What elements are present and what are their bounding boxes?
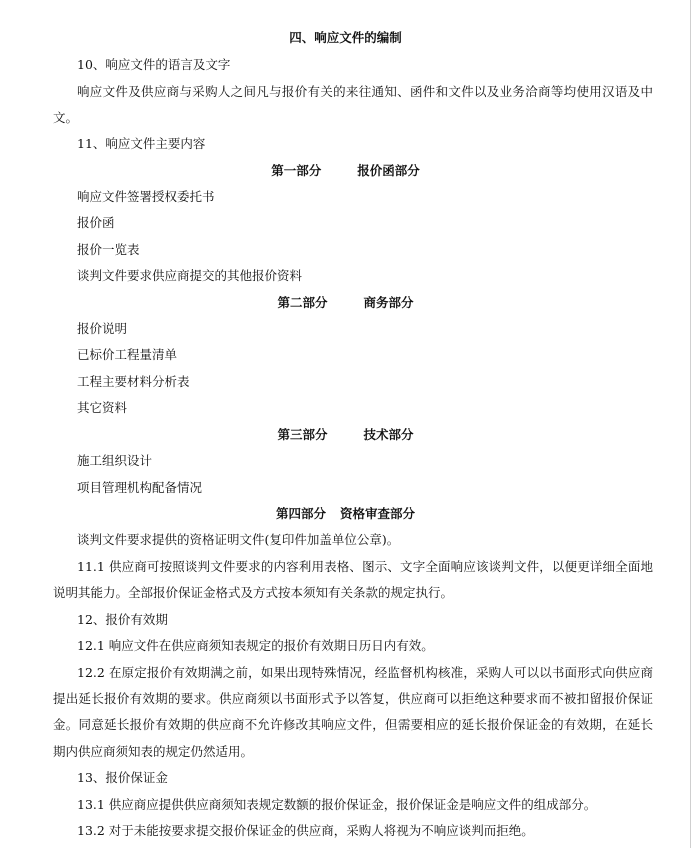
section-11-heading: 11、响应文件主要内容 <box>77 136 206 151</box>
part-4-number: 第四部分 <box>275 506 326 521</box>
section-11-1-line-1: 11.1 供应商可按照谈判文件要求的内容利用表格、图示、文字全面响应该谈判文件，以便更详细全面地 <box>77 559 653 574</box>
part-4-title <box>0 506 691 522</box>
part-4-intro: 谈判文件要求提供的资格证明文件(复印件加盖单位公章)。 <box>77 532 400 547</box>
section-12-2-line-4: 期内供应商须知表的规定仍然适用。 <box>53 744 254 759</box>
section-13-heading: 13、报价保证金 <box>77 770 168 785</box>
part-2-number: 第二部分 <box>277 295 328 310</box>
part-2-item: 已标价工程量清单 <box>77 347 178 362</box>
section-12-2-line-1: 12.2 在原定报价有效期满之前，如果出现特殊情况，经监督机构核准，采购人可以以书面形式向供应商 <box>77 665 653 680</box>
section-10-heading: 10、响应文件的语言及文字 <box>77 57 231 72</box>
section-13-1: 13.1 供应商应提供供应商须知表规定数额的报价保证金，报价保证金是响应文件的组成部分。 <box>77 797 597 812</box>
section-10-body-line-2: 文。 <box>53 110 79 125</box>
part-2-name: 商务部分 <box>363 295 414 310</box>
chapter-title: 四、响应文件的编制 <box>289 30 402 45</box>
section-12-2-line-3: 金。同意延长报价有效期的供应商不允许修改其响应文件，但需要相应的延长报价保证金的有效期，在延长 <box>53 717 653 732</box>
part-1-item: 报价一览表 <box>77 242 140 257</box>
part-3-title <box>0 427 691 443</box>
part-2-item: 工程主要材料分析表 <box>77 374 190 389</box>
part-1-name: 报价函部分 <box>357 163 420 178</box>
part-1-item: 报价函 <box>77 215 115 230</box>
part-2-item: 其它资料 <box>77 400 128 415</box>
part-1-item: 谈判文件要求供应商提交的其他报价资料 <box>77 268 303 283</box>
part-4-name: 资格审查部分 <box>340 506 416 521</box>
part-1-number: 第一部分 <box>271 163 322 178</box>
part-3-item: 项目管理机构配备情况 <box>77 480 203 495</box>
section-12-2-line-2: 提出延长报价有效期的要求。供应商须以书面形式予以答复，供应商可以拒绝这种要求而不被扣留报价保证 <box>53 691 653 706</box>
section-13-2: 13.2 对于未能按要求提交报价保证金的供应商，采购人将视为不响应谈判而拒绝。 <box>77 823 534 838</box>
section-12-heading: 12、报价有效期 <box>77 612 168 627</box>
section-12-1: 12.1 响应文件在供应商须知表规定的报价有效期日历日内有效。 <box>77 638 434 653</box>
section-11-1-line-2: 说明其能力。全部报价保证金格式及方式按本须知有关条款的规定执行。 <box>53 585 454 600</box>
part-2-title <box>0 295 691 311</box>
part-3-item: 施工组织设计 <box>77 453 153 468</box>
part-3-number: 第三部分 <box>277 427 328 442</box>
part-1-item: 响应文件签署授权委托书 <box>77 189 215 204</box>
part-3-name: 技术部分 <box>363 427 414 442</box>
part-1-title <box>0 163 691 179</box>
part-2-item: 报价说明 <box>77 321 128 336</box>
section-10-body-line-1: 响应文件及供应商与采购人之间凡与报价有关的来往通知、函件和文件以及业务洽商等均使用汉语及中 <box>77 84 653 99</box>
